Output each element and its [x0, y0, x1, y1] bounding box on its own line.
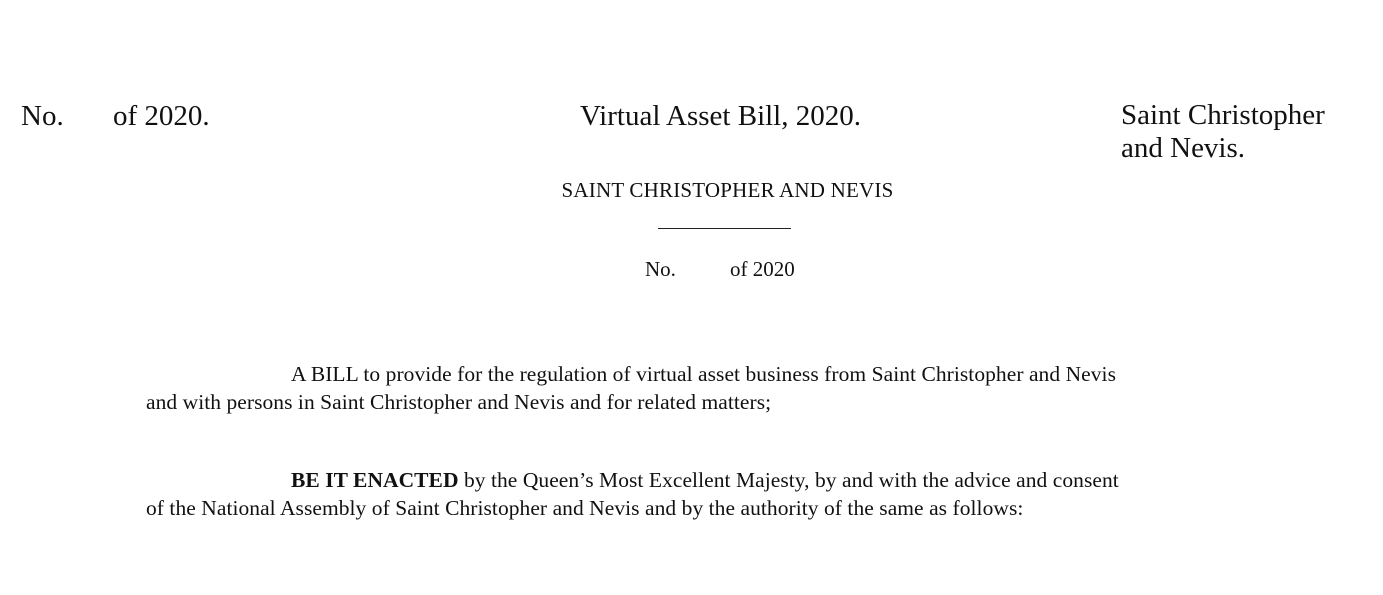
- divider-rule: [658, 228, 791, 229]
- act-year: of 2020: [730, 257, 795, 281]
- header-country-line1: Saint Christopher: [1121, 99, 1325, 131]
- country-heading: SAINT CHRISTOPHER AND NEVIS: [561, 178, 894, 202]
- act-number-label: No.: [645, 257, 676, 281]
- enact-line-2: of the National Assembly of Saint Christopher and Nevis and by the authority of the same as follows:: [146, 496, 1024, 520]
- header-country: [1121, 99, 1325, 165]
- bill-line-2: and with persons in Saint Christopher and Nevis and for related matters;: [146, 390, 772, 414]
- header-year-label: of 2020.: [113, 100, 210, 132]
- bill-line-1-text: A BILL to provide for the regulation of virtual asset business from Saint Christopher and Nevis: [291, 362, 1116, 386]
- enact-line-1-rest: by the Queen’s Most Excellent Majesty, by and with the advice and consent: [458, 468, 1119, 492]
- bill-line-1: [146, 360, 1236, 388]
- enact-line-1: [146, 466, 1221, 494]
- bill-long-title: [146, 360, 1236, 416]
- header-bill-title: Virtual Asset Bill, 2020.: [579, 100, 861, 132]
- enacting-clause: [146, 466, 1221, 522]
- header-number-label: No.: [21, 100, 64, 132]
- header-country-line2: and Nevis.: [1121, 132, 1246, 164]
- enact-bold-lead: BE IT ENACTED: [291, 468, 459, 492]
